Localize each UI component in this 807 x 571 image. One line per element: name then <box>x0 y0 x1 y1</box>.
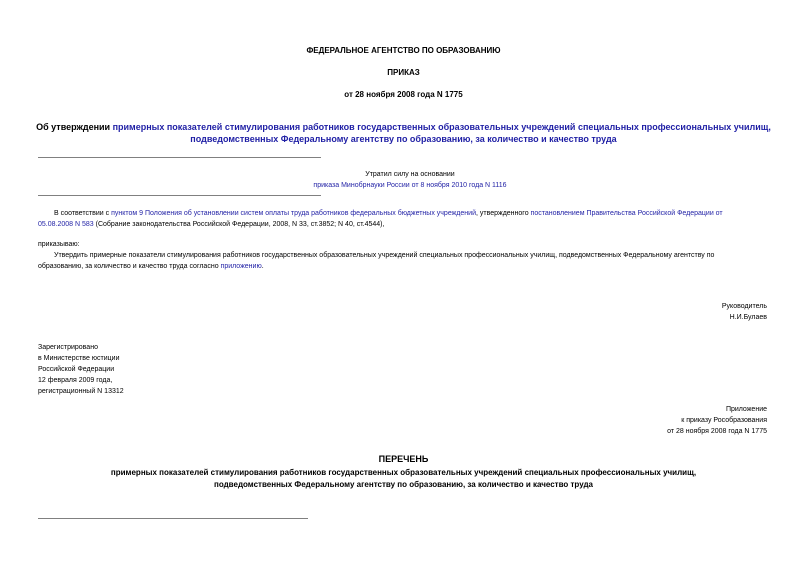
title-link-line1[interactable]: примерных показателей стимулирования работников государственных образовательных учреждений специальных профессиональных училищ, <box>112 122 771 132</box>
order-text-line2: образованию, за количество и качество труда согласно <box>38 263 221 270</box>
appendix-line: Приложение <box>725 406 767 413</box>
order-paragraph <box>38 250 768 272</box>
signature-block <box>722 301 767 323</box>
signature-position: Руководитель <box>721 303 767 310</box>
list-subtitle <box>0 467 807 491</box>
list-title: ПЕРЕЧЕНЬ <box>378 454 429 464</box>
appendix-line: к приказу Рособразования <box>681 417 767 424</box>
signature-name: Н.И.Булаев <box>729 314 767 321</box>
registration-line: регистрационный N 13312 <box>38 388 124 395</box>
agency-name: ФЕДЕРАЛЬНОЕ АГЕНТСТВО ПО ОБРАЗОВАНИЮ <box>306 46 501 55</box>
repeal-link[interactable]: приказа Минобрнауки России от 8 ноября 2010 года N 1116 <box>313 182 507 189</box>
order-appendix-link[interactable]: приложению <box>220 263 262 270</box>
registration-line: в Министерстве юстиции <box>38 355 120 362</box>
document-title <box>0 121 807 145</box>
order-end: . <box>261 263 264 270</box>
doc-type: ПРИКАЗ <box>387 68 420 77</box>
preamble-mid: , утвержденного <box>475 210 531 217</box>
list-subtitle-line1: примерных показателей стимулирования работников государственных образовательных учреждений специальных профессиональных училищ, <box>110 468 697 477</box>
preamble-link-resolution[interactable]: постановлением Правительства Российской Федерации от <box>530 210 723 217</box>
appendix-block <box>667 404 767 437</box>
registration-block <box>38 342 124 397</box>
preamble-link-regulation[interactable]: пунктом 9 Положения об установлении систем оплаты труда работников федеральных бюджетных учреждений <box>111 210 476 217</box>
registration-line: Зарегистрировано <box>38 344 98 351</box>
preamble-start: В соответствии с <box>54 210 112 217</box>
preamble-end: (Собрание законодательства Российской Федерации, 2008, N 33, ст.3852; N 40, ст.4544), <box>93 221 385 228</box>
registration-line: 12 февраля 2009 года, <box>38 377 113 384</box>
title-link-line2[interactable]: подведомственных Федеральному агентству по образованию, за количество и качество труда <box>190 134 617 144</box>
divider-repeal <box>38 195 321 196</box>
order-word: приказываю: <box>38 241 80 248</box>
list-subtitle-line2: подведомственных Федеральному агентству по образованию, за количество и качество труда <box>213 480 593 489</box>
repeal-note <box>300 169 520 191</box>
divider-top <box>38 157 321 158</box>
title-prefix: Об утверждении <box>36 122 113 132</box>
divider-bottom <box>38 518 308 519</box>
preamble-link-resolution-date[interactable]: 05.08.2008 N 583 <box>38 221 94 228</box>
repeal-text: Утратил силу на основании <box>365 171 455 178</box>
preamble-paragraph <box>38 208 768 230</box>
order-text-line1: Утвердить примерные показатели стимулирования работников государственных образовательных учреждений специальных профессиональных училищ, подведомственных Федеральному агентству по <box>54 252 715 259</box>
doc-date: от 28 ноября 2008 года N 1775 <box>344 90 463 99</box>
registration-line: Российской Федерации <box>38 366 115 373</box>
appendix-line: от 28 ноября 2008 года N 1775 <box>667 428 767 435</box>
